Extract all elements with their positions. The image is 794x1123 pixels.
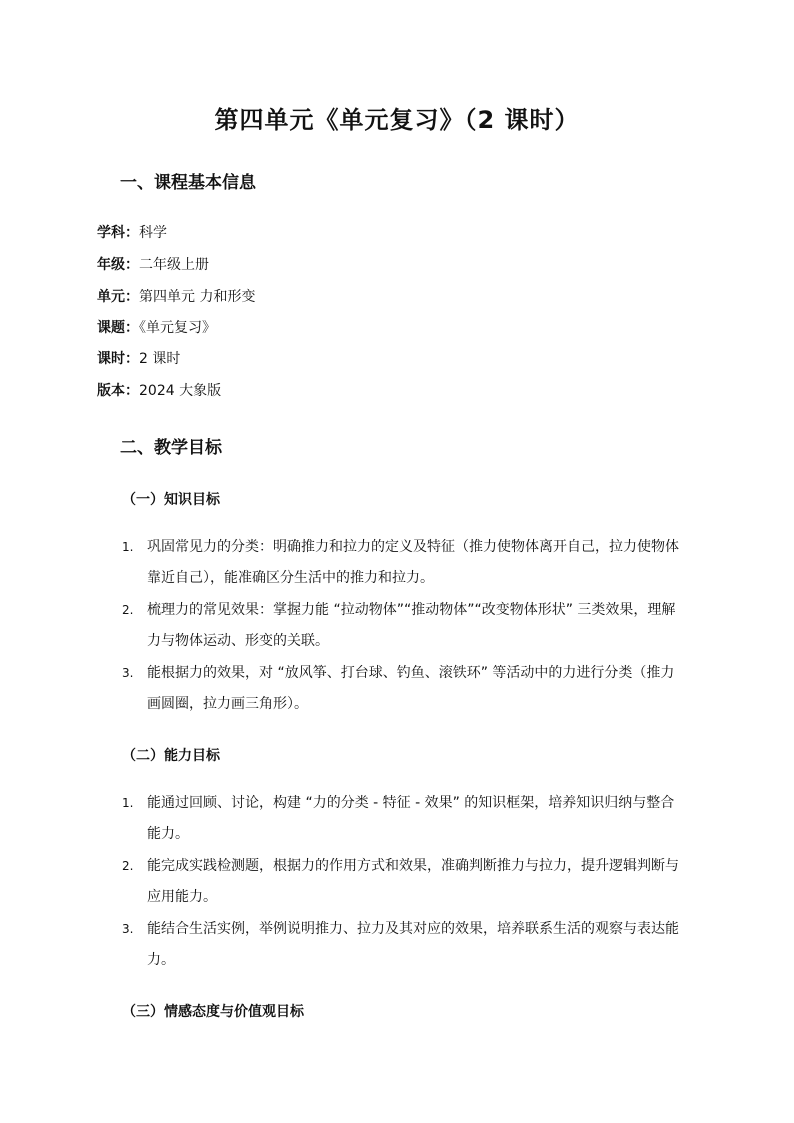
list-text: 能结合生活实例，举例说明推力、拉力及其对应的效果，培养联系生活的观察与表达能力。 [147, 921, 679, 968]
list-number: 2. [122, 603, 134, 617]
list-number: 3. [122, 922, 134, 936]
list-number: 2. [122, 859, 134, 873]
list-text: 能通过回顾、讨论，构建 “力的分类 - 特征 - 效果” 的知识框架，培养知识归纳与整合能力。 [147, 795, 675, 842]
info-value: 2 课时 [139, 351, 181, 367]
info-value: 科学 [139, 225, 167, 241]
info-unit [97, 286, 255, 306]
list-item [122, 788, 682, 850]
subsection-heading-knowledge: （一）知识目标 [122, 492, 220, 508]
info-subject [97, 222, 167, 242]
info-label: 单元： [97, 289, 139, 305]
list-text: 巩固常见力的分类：明确推力和拉力的定义及特征（推力使物体离开自己，拉力使物体靠近自己），能准确区分生活中的推力和拉力。 [147, 539, 679, 586]
list-text: 能根据力的效果，对 “放风筝、打台球、钓鱼、滚铁环” 等活动中的力进行分类（推力画圆圈，拉力画三角形）。 [147, 665, 675, 712]
section-heading-teaching-goals: 二、教学目标 [120, 438, 222, 458]
info-value: 2024 大象版 [139, 383, 222, 399]
subsection-heading-ability: （二）能力目标 [122, 748, 220, 764]
document-title: 第四单元《单元复习》（2 课时） [214, 106, 580, 134]
info-value: 二年级上册 [139, 257, 209, 273]
list-number: 1. [122, 540, 134, 554]
list-item [122, 914, 682, 976]
info-label: 版本： [97, 383, 139, 399]
list-item [122, 658, 682, 720]
info-topic [97, 317, 216, 337]
info-label: 课时： [97, 351, 139, 367]
list-text: 能完成实践检测题，根据力的作用方式和效果，准确判断推力与拉力，提升逻辑判断与应用能力。 [147, 858, 679, 905]
info-hours [97, 348, 180, 368]
subsection-heading-values: （三）情感态度与价值观目标 [122, 1004, 304, 1020]
list-number: 3. [122, 666, 134, 680]
info-edition [97, 380, 221, 400]
list-item [122, 532, 682, 594]
list-item [122, 851, 682, 913]
list-text: 梳理力的常见效果：掌握力能 “拉动物体”“推动物体”“改变物体形状” 三类效果，理解力与物体运动、形变的关联。 [147, 602, 676, 649]
info-label: 年级： [97, 257, 139, 273]
info-label: 课题： [97, 320, 139, 336]
info-grade [97, 254, 209, 274]
section-heading-basic-info: 一、课程基本信息 [120, 173, 256, 193]
info-value: 《单元复习》 [139, 320, 216, 336]
list-number: 1. [122, 796, 134, 810]
list-item [122, 595, 682, 657]
info-value: 第四单元 力和形变 [139, 289, 256, 305]
info-label: 学科： [97, 225, 139, 241]
